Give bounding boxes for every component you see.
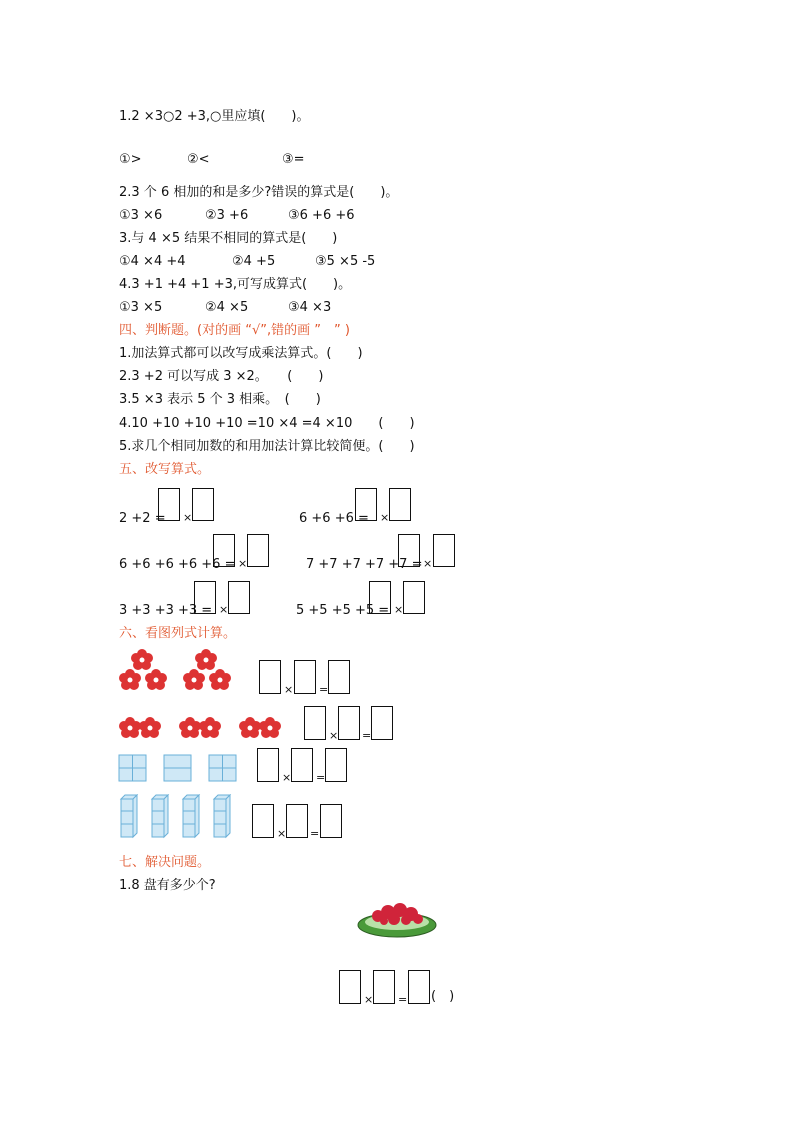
- rewrite-expr: 6 +6 +6 =: [299, 511, 369, 526]
- answer-box[interactable]: [286, 804, 308, 838]
- section-heading-rewrite: 五、改写算式。: [119, 462, 211, 477]
- option: ①3 ×5: [119, 300, 163, 315]
- option: ②3 +6: [205, 208, 249, 223]
- times-sign: ×: [394, 603, 404, 616]
- judge-item: 1.加法算式都可以改写成乘法算式。( ): [119, 346, 363, 361]
- answer-box[interactable]: [369, 581, 391, 614]
- answer-box[interactable]: [158, 488, 180, 521]
- answer-box[interactable]: [291, 748, 313, 782]
- answer-box[interactable]: [304, 706, 326, 740]
- answer-box[interactable]: [213, 534, 235, 567]
- section-heading-picture: 六、看图列式计算。: [119, 626, 237, 641]
- rewrite-expr: 5 +5 +5 +5 =: [296, 603, 390, 618]
- answer-box[interactable]: [257, 748, 279, 782]
- answer-box[interactable]: [252, 804, 274, 838]
- equals-sign: =: [398, 993, 408, 1006]
- question-2: 2.3 个 6 相加的和是多少?错误的算式是( )。: [119, 185, 399, 200]
- times-sign: ×: [364, 993, 374, 1006]
- answer-box[interactable]: [389, 488, 411, 521]
- option: ③6 +6 +6: [288, 208, 355, 223]
- answer-box[interactable]: [194, 581, 216, 614]
- flower-groups-icon: [118, 648, 243, 694]
- answer-box[interactable]: [339, 970, 361, 1004]
- times-sign: ×: [423, 557, 433, 570]
- option: ②4 ×5: [205, 300, 249, 315]
- answer-box[interactable]: [294, 660, 316, 694]
- option: ①3 ×6: [119, 208, 163, 223]
- answer-box[interactable]: [320, 804, 342, 838]
- question-4: 4.3 +1 +4 +1 +3,可写成算式( )。: [119, 277, 352, 292]
- answer-box[interactable]: [338, 706, 360, 740]
- question-1: 1.2 ×3○2 +3,○里应填( )。: [119, 109, 310, 124]
- judge-item: 3.5 ×3 表示 5 个 3 相乘。 ( ): [119, 392, 321, 407]
- answer-box[interactable]: [192, 488, 214, 521]
- times-sign: ×: [183, 511, 193, 524]
- equals-sign: =: [362, 729, 372, 742]
- answer-box[interactable]: [433, 534, 455, 567]
- times-sign: ×: [380, 511, 390, 524]
- rewrite-expr: 3 +3 +3 +3 =: [119, 603, 213, 618]
- option: ③5 ×5 -5: [315, 254, 376, 269]
- answer-box[interactable]: [328, 660, 350, 694]
- judge-item: 4.10 +10 +10 +10 =10 ×4 =4 ×10 ( ): [119, 416, 415, 431]
- times-sign: ×: [329, 729, 339, 742]
- answer-box[interactable]: [228, 581, 250, 614]
- answer-box[interactable]: [371, 706, 393, 740]
- answer-box[interactable]: [259, 660, 281, 694]
- square-tiles-icon: [118, 754, 238, 782]
- option: ③=: [282, 152, 305, 167]
- times-sign: ×: [219, 603, 229, 616]
- option: ①>: [119, 152, 142, 167]
- question-3: 3.与 4 ×5 结果不相同的算式是( ): [119, 231, 338, 246]
- option: ②<: [187, 152, 210, 167]
- times-sign: ×: [284, 683, 294, 696]
- equals-sign: =: [319, 683, 329, 696]
- option: ③4 ×3: [288, 300, 332, 315]
- answer-box[interactable]: [373, 970, 395, 1004]
- rewrite-expr: 2 +2 =: [119, 511, 166, 526]
- times-sign: ×: [277, 827, 287, 840]
- judge-item: 5.求几个相同加数的和用加法计算比较简便。( ): [119, 439, 415, 454]
- equals-sign: =: [310, 827, 320, 840]
- answer-box[interactable]: [408, 970, 430, 1004]
- option: ②4 +5: [232, 254, 276, 269]
- answer-box[interactable]: [355, 488, 377, 521]
- unit-blank[interactable]: ( ): [431, 989, 455, 1004]
- answer-box[interactable]: [247, 534, 269, 567]
- solve-question: 1.8 盘有多少个?: [119, 878, 216, 893]
- judge-item: 2.3 +2 可以写成 3 ×2。 ( ): [119, 369, 324, 384]
- times-sign: ×: [282, 771, 292, 784]
- cube-stacks-icon: [118, 794, 238, 840]
- answer-box[interactable]: [398, 534, 420, 567]
- fruit-plate-icon: [356, 892, 438, 940]
- equals-sign: =: [316, 771, 326, 784]
- times-sign: ×: [238, 557, 248, 570]
- section-heading-solve: 七、解决问题。: [119, 855, 211, 870]
- rewrite-expr: 7 +7 +7 +7 +7 =: [306, 557, 423, 572]
- answer-box[interactable]: [403, 581, 425, 614]
- option: ①4 ×4 +4: [119, 254, 186, 269]
- section-heading-judge: 四、判断题。(对的画 “√”,错的画 ” ” ): [119, 323, 350, 338]
- flower-pairs-icon: [118, 714, 293, 742]
- rewrite-expr: 6 +6 +6 +6 +6 =: [119, 557, 236, 572]
- answer-box[interactable]: [325, 748, 347, 782]
